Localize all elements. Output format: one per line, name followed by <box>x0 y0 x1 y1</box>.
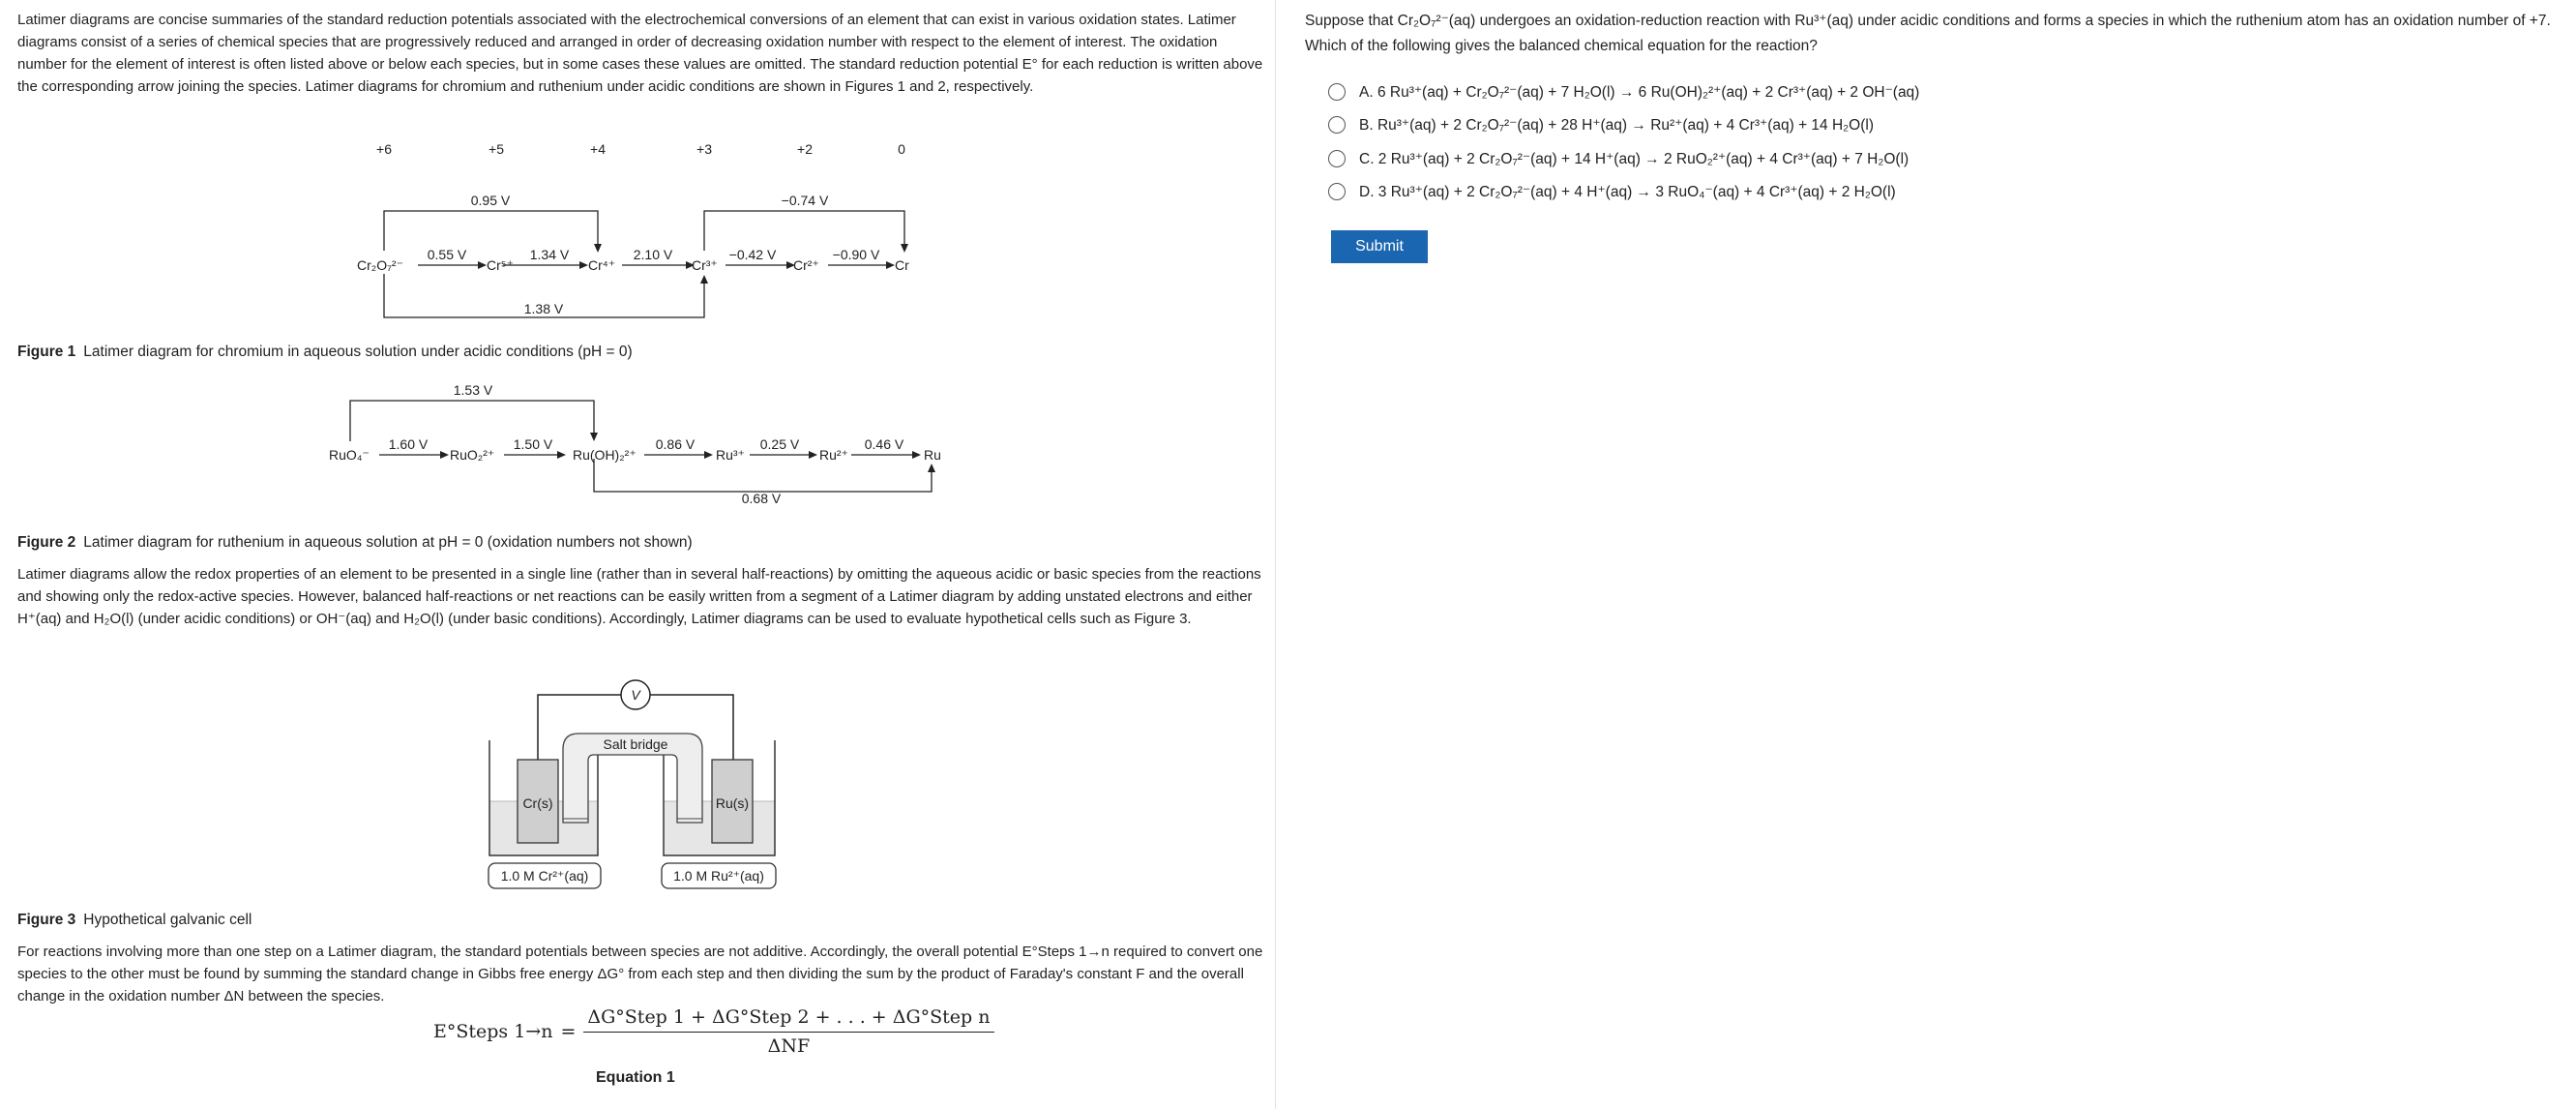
passage-paragraph-1: Latimer diagrams are concise summaries of the standard reduction potentials associated with the electrochemical conversions of an element that can exist in various oxidation states. Latimer diagrams consist of a series of chemical species that are progressively reduced and arranged in order of decreasing oxidation number with respect to the element of interest. The oxidation number for the element of interest is often listed above or below each species, but in some cases these values are omitted. The standard reduction potential E° for each reduction is written above the corresponding arrow joining the species. Latimer diagrams for chromium and ruthenium under acidic conditions are shown in Figures 1 and 2, respectively. <box>17 12 1263 95</box>
equation-label: Equation 1 <box>596 1069 675 1086</box>
figure1-caption <box>17 344 633 361</box>
answer-option-c[interactable] <box>1328 146 1909 171</box>
step-potential: 0.46 V <box>864 436 904 452</box>
radio-button-icon[interactable] <box>1328 116 1346 134</box>
question-panel <box>1276 0 2576 1109</box>
ox-number: +6 <box>376 141 392 157</box>
caption-text: Latimer diagram for ruthenium in aqueous solution at pH = 0 (oxidation numbers not shown) <box>83 534 693 551</box>
species-label: Ru(OH)₂²⁺ <box>573 447 637 463</box>
ox-number: +5 <box>489 141 504 157</box>
figure-label: Figure 2 <box>17 534 76 551</box>
species-label: Cr⁵⁺ <box>487 257 514 273</box>
species-label: Cr²⁺ <box>793 257 819 273</box>
ox-number: 0 <box>898 141 905 157</box>
figure3-caption <box>17 912 252 929</box>
radio-button-icon[interactable] <box>1328 83 1346 101</box>
answer-option-a[interactable] <box>1328 79 1919 105</box>
species-label: Ru³⁺ <box>716 447 745 463</box>
figure3-galvanic-cell <box>474 668 813 900</box>
step-potential: 1.50 V <box>513 436 553 452</box>
figure1-latimer-diagram <box>0 131 967 334</box>
species-label: RuO₄⁻ <box>329 447 370 463</box>
equation-lhs: E°Steps 1→n <box>433 1021 553 1042</box>
caption-text: Latimer diagram for chromium in aqueous solution under acidic conditions (pH = 0) <box>83 344 633 360</box>
equation-denominator: ΔNF <box>767 1035 811 1057</box>
step-potential: −0.90 V <box>832 247 880 262</box>
caption-text: Hypothetical galvanic cell <box>83 912 252 928</box>
species-label: Cr₂O₇²⁻ <box>357 257 403 273</box>
potential-label: 1.53 V <box>453 382 493 398</box>
species-label: RuO₂²⁺ <box>450 447 495 463</box>
ox-number: +2 <box>797 141 813 157</box>
radio-button-icon[interactable] <box>1328 150 1346 167</box>
ox-number: +4 <box>590 141 606 157</box>
answer-option-b[interactable] <box>1328 112 1874 137</box>
voltmeter-label: V <box>631 687 640 703</box>
answer-option-d[interactable] <box>1328 179 1896 204</box>
left-solution-label: 1.0 M Cr²⁺(aq) <box>500 868 589 884</box>
figure-label: Figure 3 <box>17 912 76 928</box>
species-label: Ru <box>924 447 941 463</box>
passage-paragraph-2: Latimer diagrams allow the redox properties of an element to be presented in a single line (rather than in several half-reactions) by omitting the aqueous acidic or basic species from the reactions and showing only the redox-active species. However, balanced half-reactions or net reactions can be easily written from a segment of a Latimer diagram by adding unstated electrons and either H⁺(aq) and H₂O(l) (under acidic conditions) or OH⁻(aq) and H₂O(l) (under basic conditions). Accordingly, Latimer diagrams can be used to evaluate hypothetical cells such as Figure 3. <box>17 566 1261 627</box>
species-label: Cr <box>895 257 909 273</box>
step-potential: 0.55 V <box>427 247 467 262</box>
passage-panel <box>0 0 1276 1109</box>
figure-label: Figure 1 <box>17 344 76 360</box>
species-label: Ru²⁺ <box>819 447 848 463</box>
answer-option-label: A. 6 Ru³⁺(aq) + Cr₂O₇²⁻(aq) + 7 H₂O(l) → 6 Ru(OH)₂²⁺(aq) + 2 Cr³⁺(aq) + 2 OH⁻(aq) <box>1359 83 1920 101</box>
submit-button[interactable]: Submit <box>1331 230 1428 263</box>
equation-1: E°Steps 1→n = $\frac{\text{ΔG°Step 1 + ΔG°Step 2 + . . . + ΔG°Step n}}{\text{ΔNF}}$ <box>433 1006 994 1057</box>
potential-label: 0.68 V <box>741 491 782 506</box>
right-electrode-label: Ru(s) <box>715 795 750 811</box>
ox-number: +3 <box>696 141 712 157</box>
species-label: Cr⁴⁺ <box>588 257 616 273</box>
figure2-caption <box>17 534 693 552</box>
potential-label: −0.74 V <box>781 193 829 208</box>
question-text: Suppose that Cr₂O₇²⁻(aq) undergoes an oxidation-reduction reaction with Ru³⁺(aq) under acidic conditions and forms a species in which the ruthenium atom has an oxidation number of +7. Which of the following gives the balanced chemical equation for the reaction? <box>1305 13 2551 54</box>
radio-button-icon[interactable] <box>1328 183 1346 200</box>
step-potential: 1.34 V <box>529 247 570 262</box>
step-potential: 2.10 V <box>633 247 673 262</box>
potential-label: 0.95 V <box>470 193 511 208</box>
passage-paragraph-3: For reactions involving more than one step on a Latimer diagram, the standard potentials between species are not additive. Accordingly, the overall potential E°Steps 1→n required to convert one species to the other must be found by summing the standard change in Gibbs free energy ΔG° from each step and then dividing the sum by the product of Faraday's constant F and the overall change in the oxidation number ΔN between the species. <box>17 944 1263 1004</box>
equation-numerator: ΔG°Step 1 + ΔG°Step 2 + . . . + ΔG°Step n <box>583 1006 993 1033</box>
step-potential: 1.60 V <box>388 436 429 452</box>
salt-bridge-label: Salt bridge <box>603 736 668 752</box>
species-label: Cr³⁺ <box>692 257 718 273</box>
answer-option-label: D. 3 Ru³⁺(aq) + 2 Cr₂O₇²⁻(aq) + 4 H⁺(aq) → 3 RuO₄⁻(aq) + 4 Cr³⁺(aq) + 2 H₂O(l) <box>1359 183 1896 200</box>
step-potential: −0.42 V <box>728 247 777 262</box>
answer-option-label: C. 2 Ru³⁺(aq) + 2 Cr₂O₇²⁻(aq) + 14 H⁺(aq) → 2 RuO₂²⁺(aq) + 4 Cr³⁺(aq) + 7 H₂O(l) <box>1359 150 1910 167</box>
right-solution-label: 1.0 M Ru²⁺(aq) <box>673 868 764 884</box>
step-potential: 0.86 V <box>655 436 696 452</box>
step-potential: 0.25 V <box>759 436 800 452</box>
left-electrode-label: Cr(s) <box>522 795 553 811</box>
potential-label: 1.38 V <box>523 301 564 316</box>
answer-option-label: B. Ru³⁺(aq) + 2 Cr₂O₇²⁻(aq) + 28 H⁺(aq) → Ru²⁺(aq) + 4 Cr³⁺(aq) + 14 H₂O(l) <box>1359 116 1875 134</box>
figure2-latimer-diagram <box>0 377 967 513</box>
